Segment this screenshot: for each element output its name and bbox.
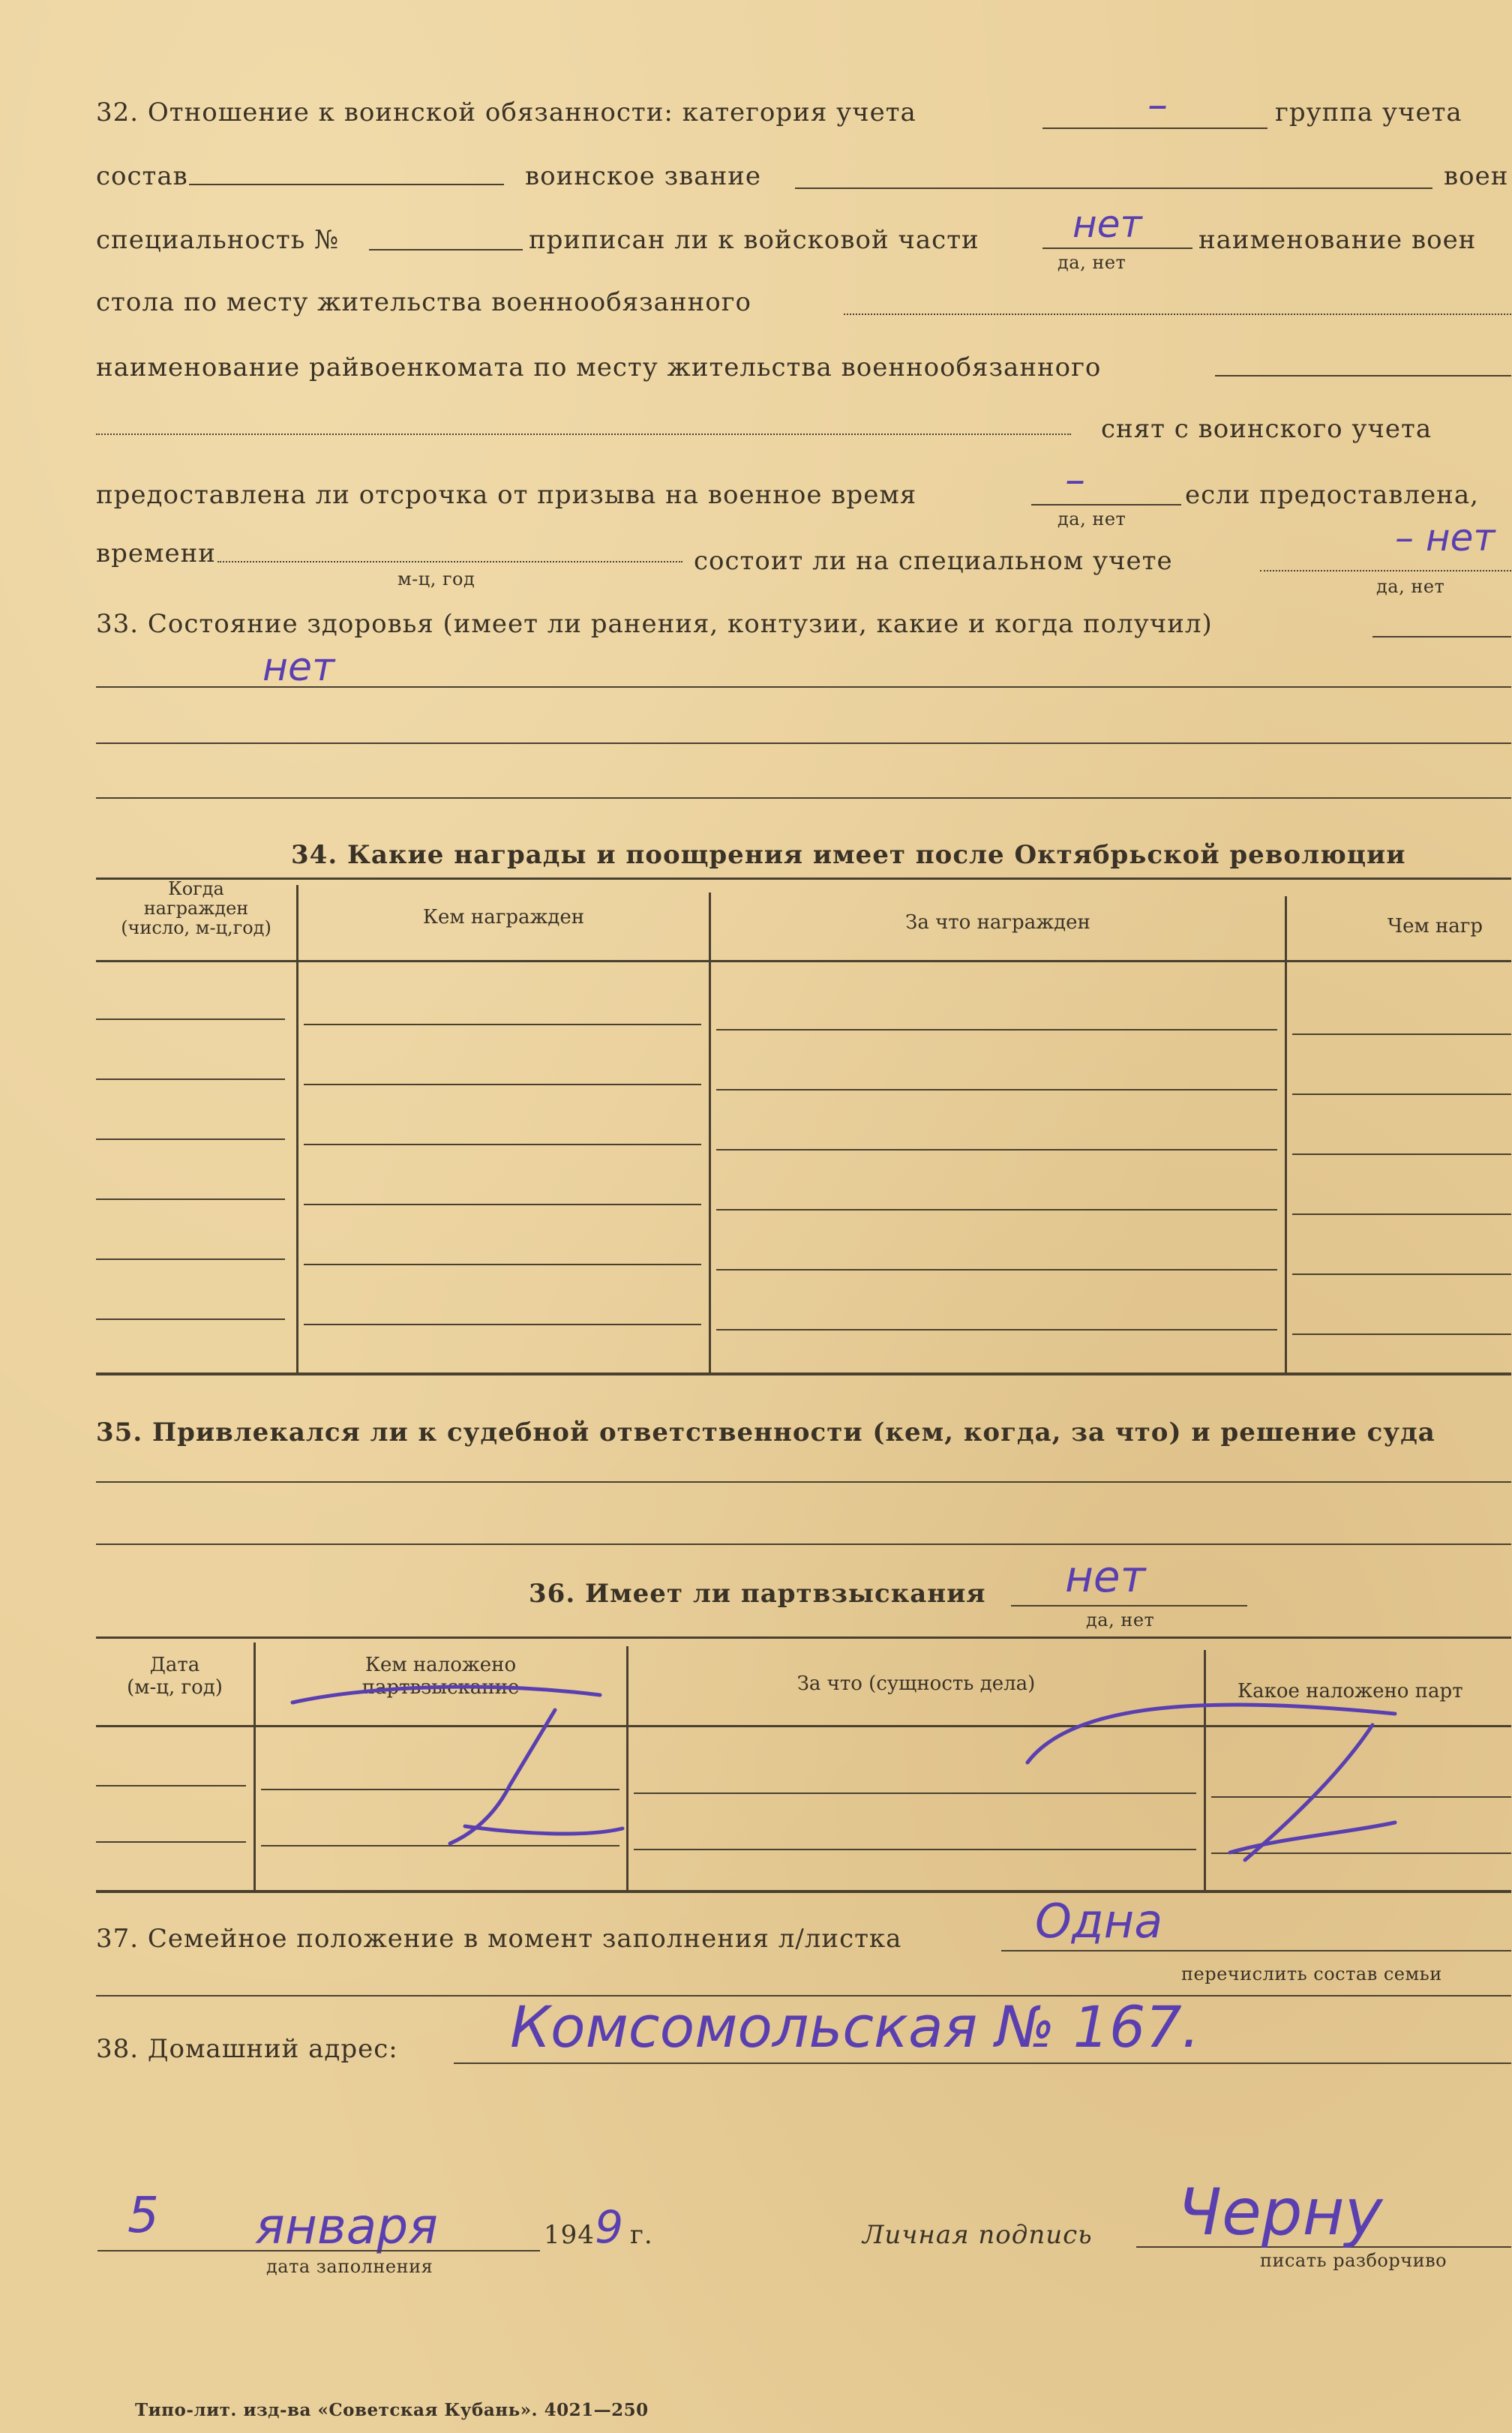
special-registry-field-line <box>1260 570 1511 572</box>
deferment-field-line <box>1031 504 1181 506</box>
court-label: 35. Привлекался ли к судебной ответственности (кем, когда, за что) и решение суда <box>96 1418 1436 1448</box>
home-address-field-line <box>454 2062 1511 2064</box>
home-address-label: 38. Домашний адрес: <box>96 2034 398 2064</box>
penalty-col-imposed-by-line1: Кем наложено <box>364 1654 517 1676</box>
rank-label: воинское звание <box>525 161 762 191</box>
awards-row-line <box>1292 1034 1511 1035</box>
awards-col-award: Чем нагр <box>1388 915 1484 938</box>
awards-row-line <box>96 1198 285 1200</box>
attached-label: приписан ли к войсковой части <box>529 225 980 255</box>
penalty-empty-mark-z <box>270 1665 630 1868</box>
party-penalty-title: 36. Имеет ли партвзыскания <box>529 1579 986 1609</box>
awards-table-bottom <box>96 1372 1511 1376</box>
party-penalty-answer: нет <box>1065 1551 1146 1602</box>
health-answer: нет <box>262 645 335 690</box>
signature-hint: писать разборчиво <box>1260 2250 1448 2271</box>
printer-imprint: Типо-лит. изд-ва «Советская Кубань». 4021—250 <box>135 2400 649 2420</box>
penalty-col-imposed-by-line2: партвзыскание <box>362 1676 520 1699</box>
specialty-field-line <box>369 249 523 250</box>
date-year-suffix: г. <box>630 2220 653 2250</box>
special-registry-hint: да, нет <box>1376 576 1445 597</box>
deferment-hint: да, нет <box>1058 508 1126 530</box>
specialty-label: специальность № <box>96 225 340 255</box>
penalty-row-line <box>96 1841 246 1843</box>
date-month: января <box>255 2198 438 2255</box>
awards-row-line <box>1292 1334 1511 1335</box>
awards-table-header-bottom <box>96 960 1511 962</box>
penalty-col-date-line2: (м-ц, год) <box>127 1676 223 1699</box>
time-label: времени <box>96 538 216 568</box>
health-field-line <box>1372 636 1511 638</box>
district-office-label: наименование райвоенкомата по месту жительства военнообязанного <box>96 352 1102 382</box>
naming-label: наименование воен <box>1198 225 1477 255</box>
removed-label: снят с воинского учета <box>1101 414 1432 444</box>
family-status-hint: перечислить состав семьи <box>1181 1964 1442 1984</box>
group-label: группа учета <box>1275 98 1462 128</box>
awards-row-line <box>716 1029 1277 1030</box>
composition-label: состав <box>96 161 188 191</box>
awards-title: 34. Какие награды и поощрения имеет после Октябрьской революции <box>291 840 1406 870</box>
awards-row-line <box>304 1084 701 1085</box>
category-answer: – <box>1148 81 1168 128</box>
date-hint: дата заполнения <box>266 2256 434 2277</box>
attached-field-line <box>1042 248 1192 249</box>
signature-label: Личная подпись <box>862 2220 1093 2250</box>
awards-col-when-line1: Когда <box>168 878 224 899</box>
deferment-answer: – <box>1065 456 1085 503</box>
awards-row-line <box>1292 1214 1511 1215</box>
court-line-2 <box>96 1481 1511 1483</box>
desk-label: стола по месту жительства военнообязанного <box>96 287 752 317</box>
awards-row-line <box>1292 1154 1511 1155</box>
penalty-table-bottom <box>96 1890 1511 1893</box>
awards-col-by-whom: Кем награжден <box>422 906 585 928</box>
composition-field-line <box>189 184 504 185</box>
date-field-line <box>98 2250 540 2252</box>
military-obligation-label: 32. Отношение к воинской обязанности: категория учета <box>96 98 916 128</box>
health-line-4 <box>96 797 1511 799</box>
awards-row-line <box>716 1209 1277 1210</box>
awards-row-line <box>716 1269 1277 1270</box>
party-penalty-field-line <box>1011 1605 1247 1606</box>
awards-row-line <box>716 1089 1277 1090</box>
penalty-empty-mark-z <box>1020 1680 1410 1875</box>
home-address-answer: Комсомольская № 167. <box>510 1994 1200 2060</box>
family-status-label: 37. Семейное положение в момент заполнения л/листка <box>96 1924 902 1954</box>
awards-row-line <box>304 1024 701 1025</box>
time-hint: м-ц, год <box>398 568 476 590</box>
awards-row-line <box>96 1018 285 1020</box>
awards-table-top <box>96 878 1511 880</box>
awards-row-line <box>96 1138 285 1140</box>
family-status-answer: Одна <box>1035 1894 1163 1948</box>
attached-answer: нет <box>1072 202 1142 246</box>
district-office-continued-line <box>96 434 1071 435</box>
awards-row-line <box>716 1149 1277 1150</box>
military-continued: воен <box>1444 161 1509 191</box>
date-year-digit: 9 <box>595 2201 624 2254</box>
family-status-field-line <box>1001 1950 1511 1952</box>
health-line-2 <box>96 686 1511 688</box>
date-day: 5 <box>128 2186 159 2244</box>
rank-field-line <box>795 188 1432 189</box>
awards-row-line <box>304 1264 701 1265</box>
penalty-col-date-line1: Дата <box>149 1654 200 1676</box>
awards-row-line <box>96 1078 285 1080</box>
awards-col-divider-2 <box>709 892 711 1372</box>
awards-row-line <box>96 1318 285 1320</box>
awards-col-when <box>96 879 296 938</box>
awards-row-line <box>304 1144 701 1145</box>
special-registry-answer: – нет <box>1395 516 1496 560</box>
party-penalty-hint: да, нет <box>1086 1610 1155 1630</box>
health-line-3 <box>96 742 1511 744</box>
penalty-col-for-what: За что (сущность дела) <box>796 1672 1036 1695</box>
awards-row-line <box>304 1204 701 1205</box>
special-registry-label: состоит ли на специальном учете <box>694 546 1173 576</box>
desk-field-line <box>844 314 1511 315</box>
if-granted-label: если предоставлена, <box>1185 480 1479 510</box>
awards-row-line <box>96 1258 285 1260</box>
awards-row-line <box>304 1324 701 1325</box>
penalty-table-top <box>96 1636 1511 1639</box>
penalty-row-line <box>96 1785 246 1786</box>
penalty-col-which: Какое наложено парт <box>1238 1680 1463 1702</box>
date-year-prefix: 194 <box>544 2220 595 2250</box>
awards-col-divider-3 <box>1285 896 1287 1372</box>
awards-row-line <box>716 1329 1277 1330</box>
health-label: 33. Состояние здоровья (имеет ли ранения, контузии, какие и когда получил) <box>96 609 1213 639</box>
signature: Черну <box>1178 2175 1383 2250</box>
awards-col-for-what: За что награжден <box>905 911 1090 934</box>
awards-col-divider-1 <box>296 885 298 1372</box>
awards-row-line <box>1292 1274 1511 1275</box>
awards-col-when-line3: (число, м-ц,год) <box>121 917 272 938</box>
awards-col-when-line2: награжден <box>143 898 249 919</box>
penalty-col-date <box>96 1654 254 1699</box>
attached-hint: да, нет <box>1058 252 1126 273</box>
court-line-3 <box>96 1544 1511 1545</box>
awards-row-line <box>1292 1094 1511 1095</box>
deferment-label: предоставлена ли отсрочка от призыва на военное время <box>96 480 917 510</box>
time-field-line <box>218 561 682 562</box>
district-office-field-line <box>1215 375 1511 376</box>
